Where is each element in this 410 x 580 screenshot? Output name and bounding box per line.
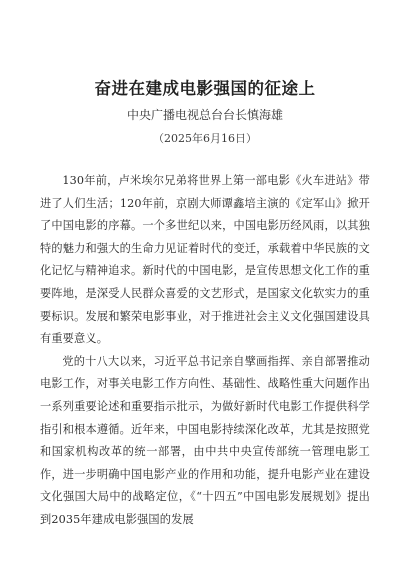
- author-line: 中央广播电视总台台长慎海雄: [126, 108, 283, 122]
- paragraph: 党的十八大以来，习近平总书记亲自擘画指挥、亲自部署推动电影工作，对事关电影工作方向性、基础性、战略性重大问题作出一系列重要论述和重要指示批示，为做好新时代电影工作提供科学指引和根本遵循。近年来，中国电影持续深化改革，尤其是按照党和国家机构改革的统一部署，由中共中央宣传部统一管理电影工作，进一步明确中国电影产业的作用和功能，提升电影产业在建设文化强国大局中的战略定位，《“十四五”中国电影发展规划》提出到2035年建成电影强国的发展: [40, 354, 370, 526]
- document-date: （2025年6月16日）: [153, 132, 257, 145]
- paragraph: 130年前，卢米埃尔兄弟将世界上第一部电影《火车进站》带进了人们生活；120年前，京剧大师谭鑫培主演的《定军山》掀开了中国电影的序幕。一个多世纪以来，中国电影历经风雨，以其独特的魅力和强大的生命力见证着时代的变迁，承载着中华民族的文化记忆与精神追求。新时代的中国电影，是宣传思想文化工作的重要阵地，是深受人民群众喜爱的文艺形式，是国家文化软实力的重要标识。发展和繁荣电影事业，对于推进社会主义文化强国建设具有重要意义。: [40, 174, 370, 346]
- document-body: [40, 170, 370, 532]
- document-title: 奋进在建成电影强国的征途上: [94, 79, 316, 98]
